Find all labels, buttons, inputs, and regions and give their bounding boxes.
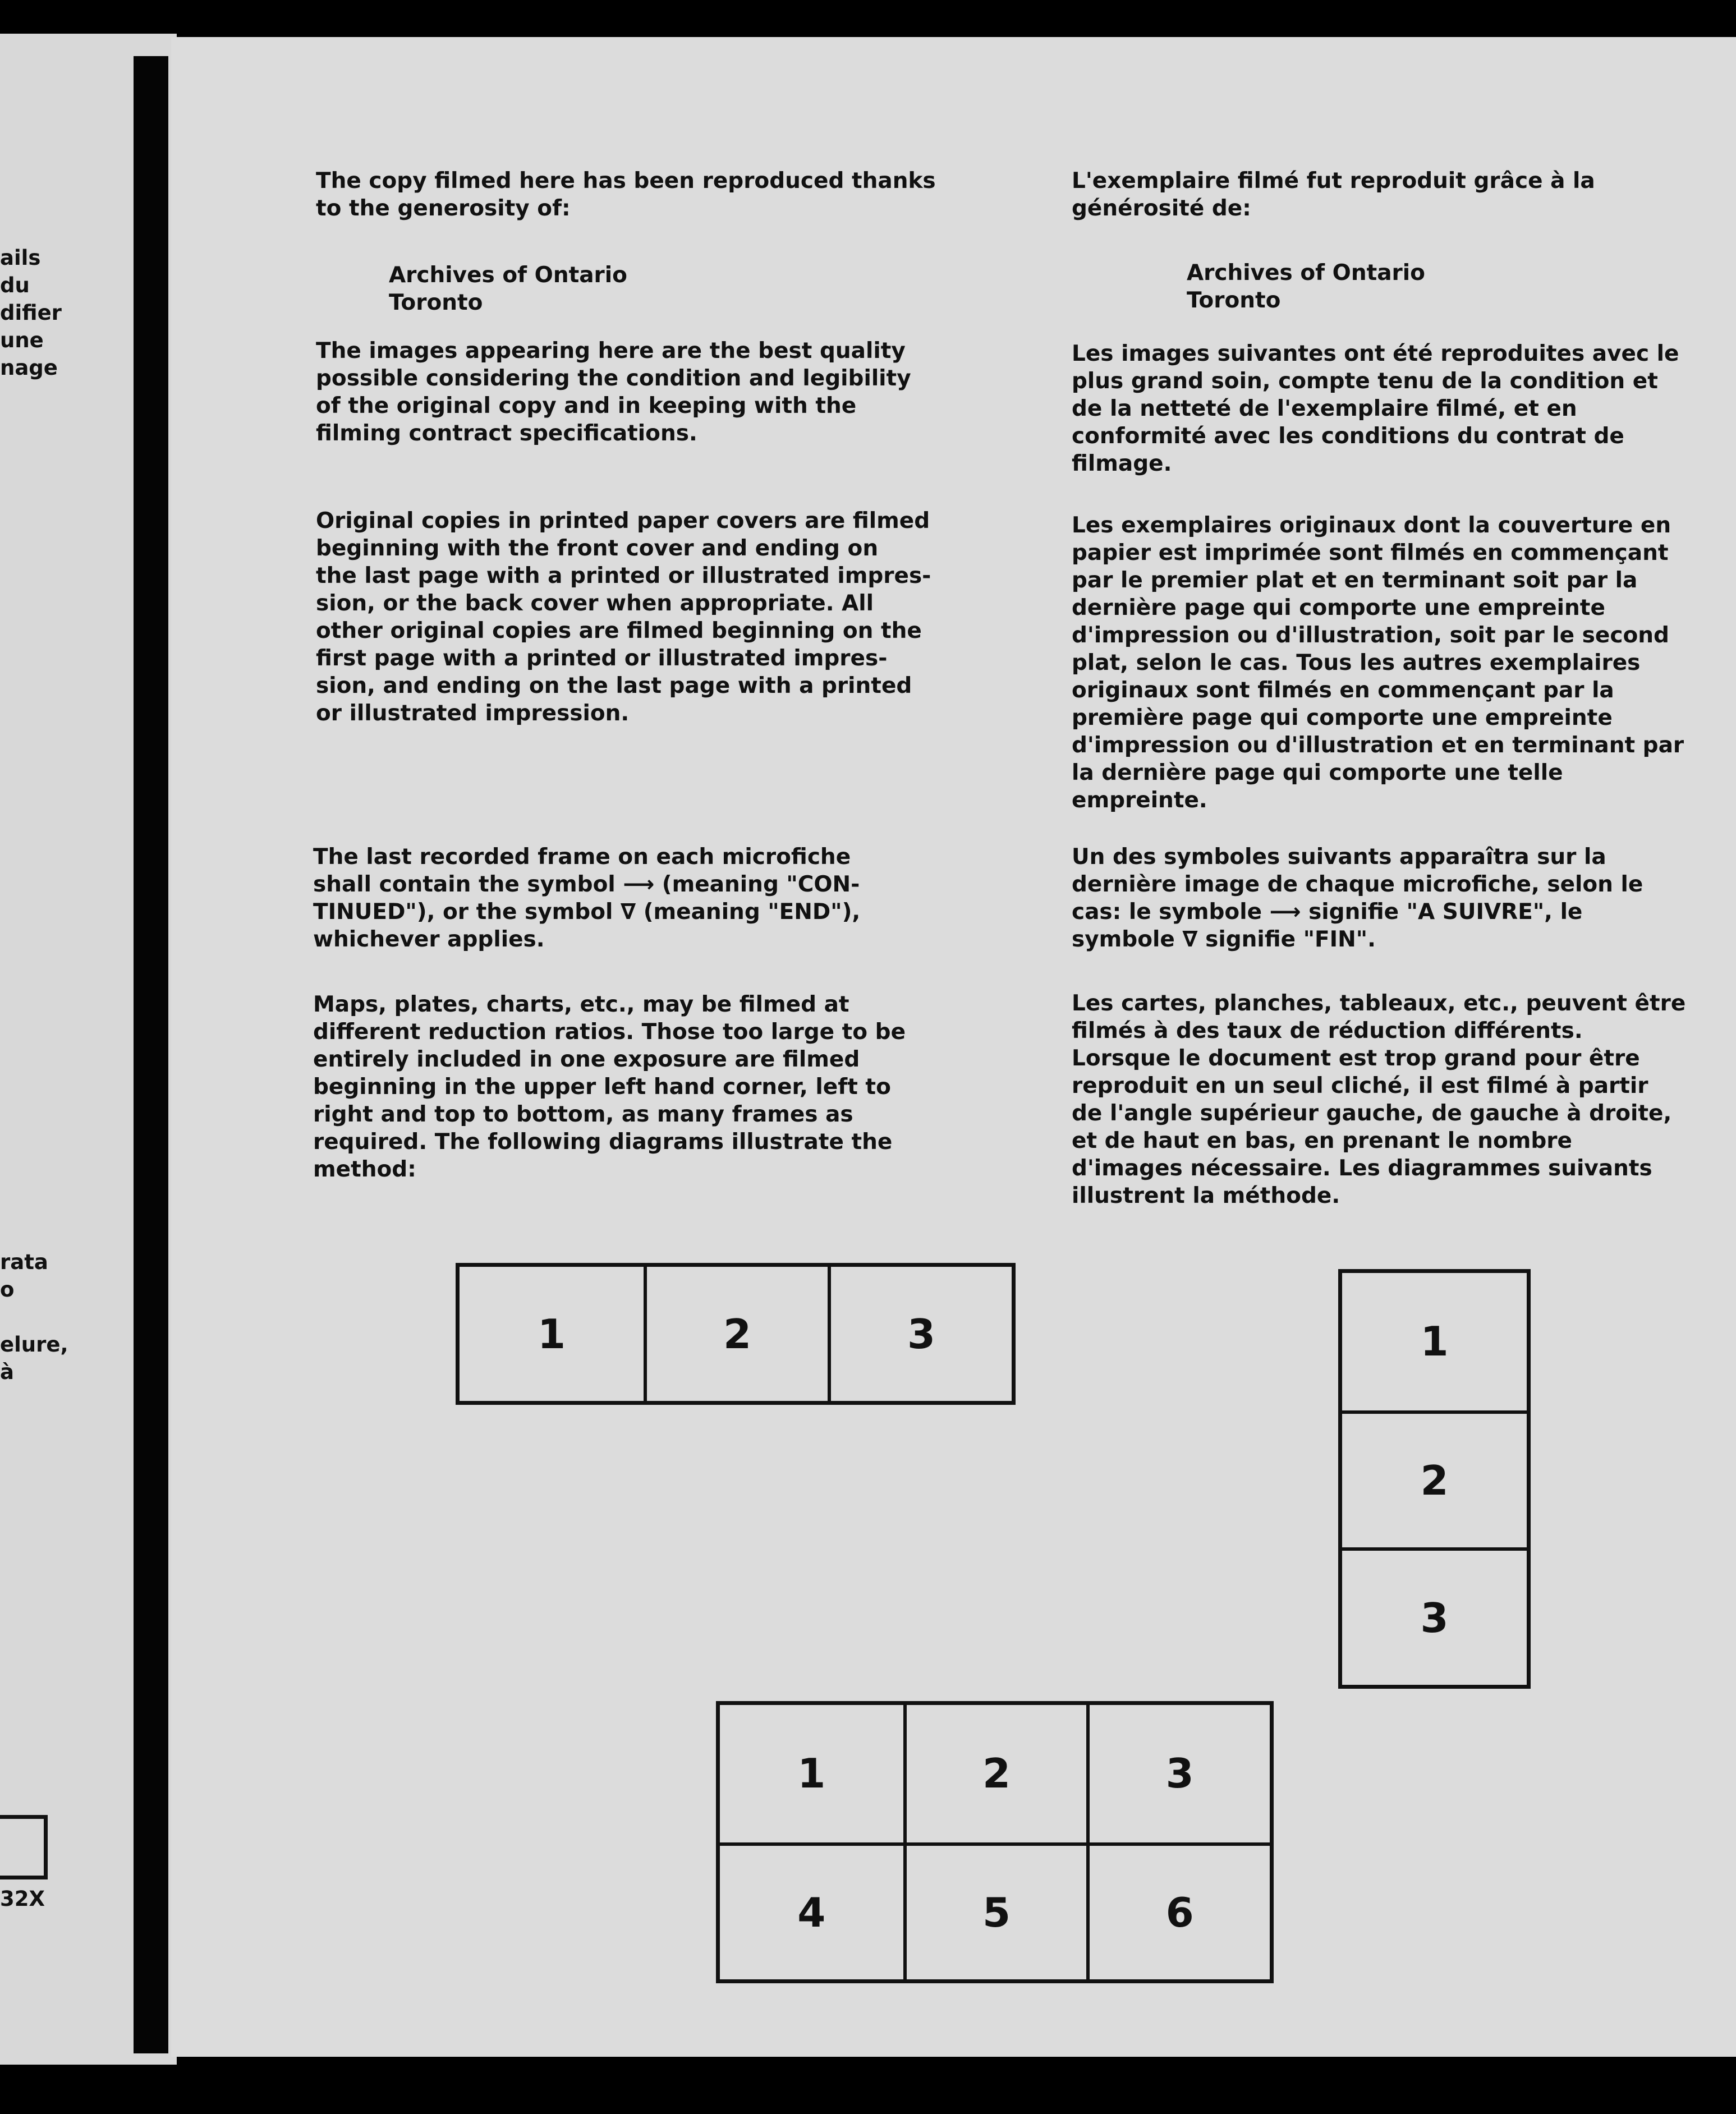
fragment-line: difier [0,301,62,325]
english-intro: The copy filmed here has been reproduced thanks to the generosity of: [316,168,936,221]
fragment-line: ails [0,246,41,270]
fragment-line: une [0,328,44,352]
french-symbols: Un des symboles suivants apparaîtra sur la dernière image de chaque microfiche, selon le cas: le symbole ⟶ signifie "A SUIVRE", le symbole ∇ signifie "FIN". [1072,844,1643,952]
english-address: Archives of Ontario Toronto [389,263,627,315]
diagram-cell: 1 [797,1750,826,1798]
left-fragment-mid [0,1248,68,1386]
fragment-line: nage [0,356,58,380]
diagram-cell: 2 [1342,1410,1527,1548]
french-address: Archives of Ontario Toronto [1187,260,1425,313]
french-originals: Les exemplaires originaux dont la couverture en papier est imprimée sont filmés en commençant par le premier plat et en terminant soit par la dernière page qui comporte une empreinte d'impression ou d'illustration, soit par le second plat, selon le cas. Tous les autres exemplaires originaux sont filmés en commençant par la première page qui comporte une empreinte d'impression ou d'illustration et en terminant par la dernière page qui comporte une telle empreinte. [1072,513,1684,813]
book-spine [134,56,168,2053]
diagram-vertical [1338,1269,1531,1689]
diagram-cell: 1 [537,1310,566,1358]
fragment-line: elure, [0,1332,68,1357]
french-maps: Les cartes, planches, tableaux, etc., peuvent être filmés à des taux de réduction différents. Lorsque le document est trop grand pour être reproduit en un seul cliché, il est filmé à partir de l'angle supérieur gauche, de gauche à droite, et de haut en bas, en prenant le nombre d'images nécessaire. Les diagrammes suivants illustrent la méthode. [1072,991,1686,1208]
english-symbols: The last recorded frame on each microfiche shall contain the symbol ⟶ (meaning "CON- TINUED"), or the symbol ∇ (meaning "END"), whichever applies. [313,844,861,952]
diagram-cell: 3 [1342,1547,1527,1685]
english-originals: Original copies in printed paper covers are filmed beginning with the front cover and ending on the last page with a printed or illustrated impres- sion, or the back cover when appropriate. All other original copies are filmed beginning on the first page with a printed or illustrated impres- sion, and ending on the last page with a printed or illustrated impression. [316,508,931,726]
diagram-cell: 2 [644,1267,828,1401]
left-fragment-label: 32X [0,1887,45,1911]
diagram-cell: 4 [720,1842,903,1980]
english-maps: Maps, plates, charts, etc., may be filmed at different reduction ratios. Those too large to be entirely included in one exposure are filmed beginning in the upper left hand corner, left to right and top to bottom, as many frames as required. The following diagrams illustrate the method: [313,992,906,1182]
french-quality: Les images suivantes ont été reproduites avec le plus grand soin, compte tenu de la condition et de la netteté de l'exemplaire filmé, et en conformité avec les conditions du contrat de filmage. [1072,341,1679,476]
diagram-cell: 6 [1086,1842,1270,1980]
diagram-cell: 2 [903,1705,1087,1842]
fragment-line: à [0,1360,14,1384]
diagram-cell: 5 [903,1842,1087,1980]
english-quality: The images appearing here are the best quality possible considering the condition and legibility of the original copy and in keeping with the filming contract specifications. [316,338,911,446]
diagram-cell: 1 [1420,1318,1449,1366]
fragment-line: rata [0,1250,48,1274]
left-fragment-box [0,1815,48,1879]
diagram-cell: 3 [828,1267,1012,1401]
diagram-horizontal [456,1263,1016,1405]
main-page [171,37,1736,2057]
french-intro: L'exemplaire filmé fut reproduit grâce à la générosité de: [1072,168,1595,221]
diagram-cell: 3 [1086,1705,1270,1842]
fragment-line: du [0,273,30,297]
fragment-line: o [0,1277,15,1302]
fragment-line [0,1303,68,1331]
diagram-grid [716,1701,1274,1983]
left-fragment-top [0,244,62,382]
